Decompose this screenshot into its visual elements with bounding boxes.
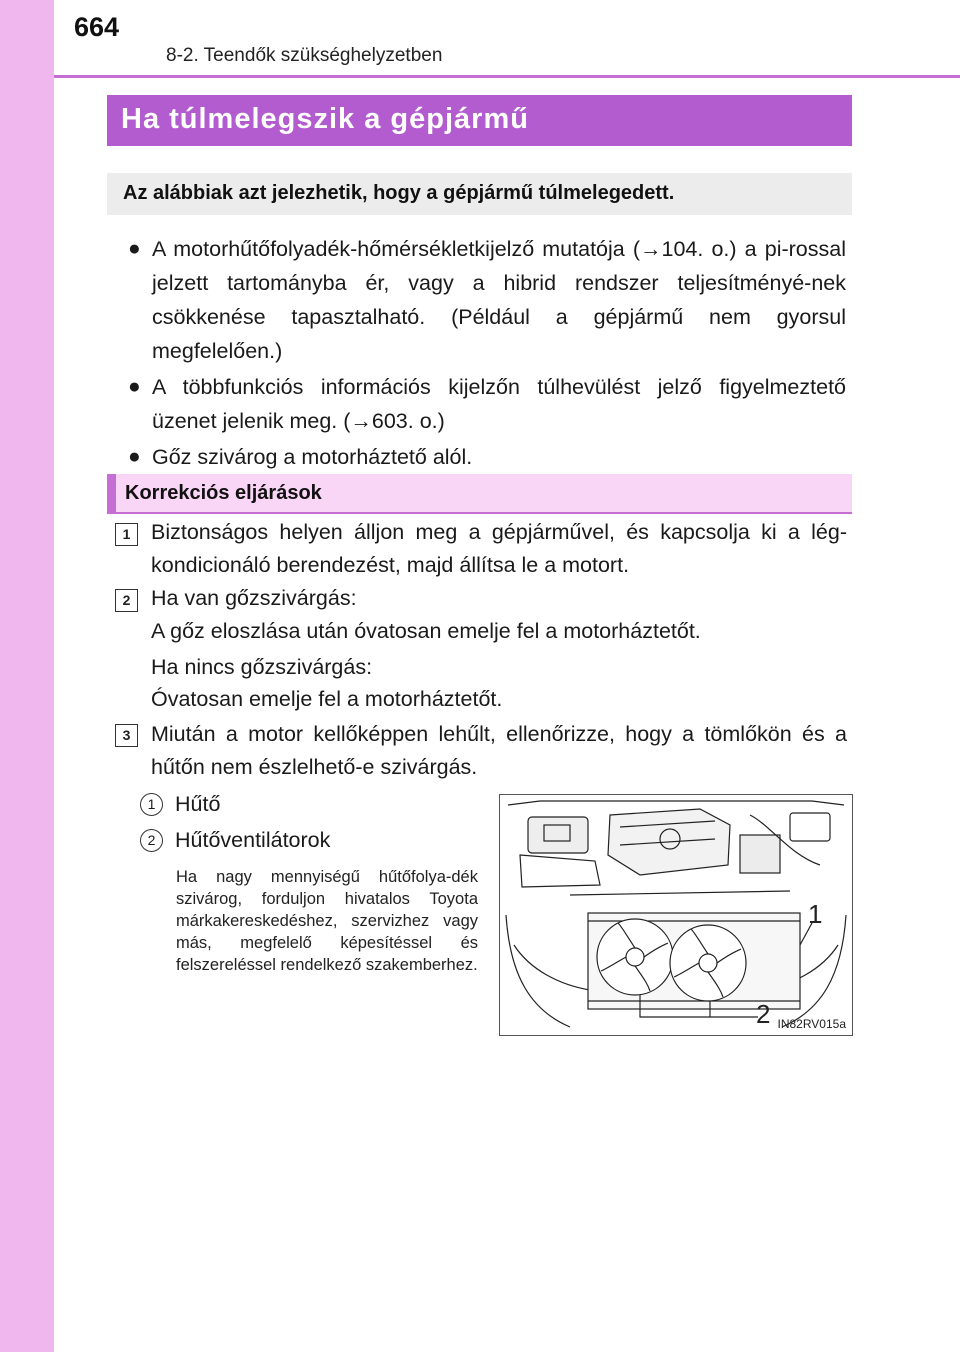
callout-number: 1: [140, 793, 163, 816]
step-number-1: 1: [115, 523, 138, 546]
subheading-accent: [107, 474, 116, 514]
engine-bay-illustration: [499, 794, 853, 1036]
callout-number: 2: [140, 829, 163, 852]
intro-text: Az alábbiak azt jelezhetik, hogy a gépjármű túlmelegedett.: [123, 182, 675, 204]
list-item: ● A motorhűtőfolyadék-hőmérsékletkijelző mutatója (→104. o.) a pi-rossal jelzett tartományba ér, vagy a hibrid rendszer teljesítményé-nek csökkenése tapasztalható. (Például a gépjármű nem gyorsul megfelelően.): [128, 232, 846, 368]
subheading-bar: [107, 474, 852, 514]
note-text: Ha nagy mennyiségű hűtőfolya-dék szivárog, forduljon hivatalos Toyota márkakereskedéshez, szervizhez vagy más, megfelelő képesítéssel és felszereléssel rendelkező szakemberhez.: [176, 868, 478, 974]
step-2-line-4: Óvatosan emelje fel a motorháztetőt.: [151, 687, 503, 711]
bullet-icon: ●: [128, 445, 141, 468]
header-rule: [54, 75, 960, 78]
step-2-line-3: Ha nincs gőzszivárgás:: [151, 655, 373, 679]
callout-fans: [140, 826, 330, 854]
step-number-2: 2: [115, 589, 138, 612]
bullet-icon: ●: [128, 375, 141, 398]
callout-label: Hűtőventilátorok: [175, 828, 331, 852]
step-2-line-1: Ha van gőzszivárgás:: [151, 586, 357, 610]
page-title: Ha túlmelegszik a gépjármű: [121, 103, 529, 135]
engine-bay-drawing: [500, 795, 852, 1035]
symptom-list: [128, 232, 846, 476]
step-3-text: Miután a motor kellőképpen lehűlt, ellenőrizze, hogy a tömlőkön és a hűtőn nem észlelhető-e szivárgás.: [151, 722, 847, 779]
figure-label-2: 2: [756, 999, 771, 1029]
list-item: ● A többfunkciós információs kijelzőn túlhevülést jelző figyelmeztető üzenet jelenik meg. (→603. o.): [128, 370, 846, 438]
subheading: Korrekciós eljárások: [125, 482, 322, 504]
bullet-icon: ●: [128, 237, 141, 260]
page-number: 664: [74, 12, 120, 42]
step-2-line-2: A gőz eloszlása után óvatosan emelje fel a motorháztetőt.: [151, 619, 701, 643]
intro-box: [107, 173, 852, 215]
step-number-3: 3: [115, 724, 138, 747]
callout-label: Hűtő: [175, 792, 221, 816]
list-item: ● Gőz szivárog a motorháztető alól.: [128, 440, 846, 474]
step-1-text: Biztonságos helyen álljon meg a gépjárművel, és kapcsolja ki a lég-kondicionáló berendezést, majd állítsa le a motort.: [151, 520, 847, 577]
figure-label-1: 1: [808, 899, 823, 929]
section-reference: 8-2. Teendők szükséghelyzetben: [166, 45, 443, 66]
callout-radiator: [140, 790, 220, 818]
side-color-band: [0, 0, 54, 1352]
figure-code: IN82RV015a: [777, 1017, 846, 1031]
title-bar: [107, 95, 852, 146]
